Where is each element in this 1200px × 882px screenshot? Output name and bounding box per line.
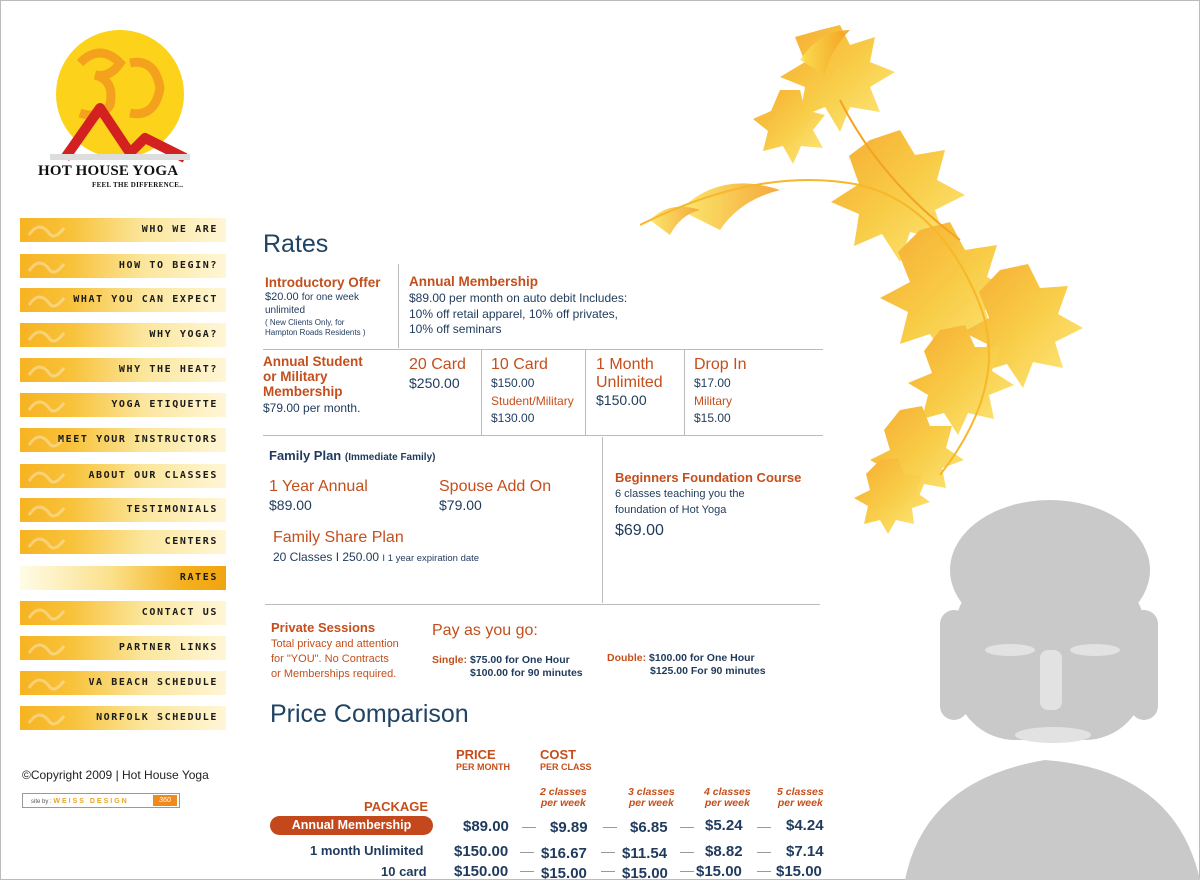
student-line3: Membership	[263, 384, 343, 399]
card20-title: 20 Card	[409, 356, 466, 373]
intro-title: Introductory Offer	[265, 275, 381, 290]
intro-note2: Hampton Roads Residents )	[265, 328, 366, 337]
col-header-5-l1: 5 classes	[777, 786, 824, 798]
family-title: Family Plan	[269, 448, 342, 463]
swirl-icon	[24, 603, 84, 623]
divider	[263, 349, 823, 350]
nav-why-yoga[interactable]: WHY YOGA?	[20, 323, 226, 347]
card20-price: $250.00	[409, 375, 460, 391]
private-title: Private Sessions	[271, 620, 376, 635]
divider	[602, 437, 603, 603]
nav-norfolk-schedule[interactable]: NORFOLK SCHEDULE	[20, 706, 226, 730]
row0-c2: $9.89	[550, 819, 588, 836]
intro-note1: ( New Clients Only, for	[265, 318, 345, 327]
swirl-icon	[24, 466, 84, 486]
spouse-title: Spouse Add On	[439, 478, 552, 495]
row1-price: $150.00	[454, 843, 509, 860]
dash	[522, 827, 536, 828]
swirl-icon	[24, 395, 84, 415]
dash	[757, 852, 771, 853]
single-block	[432, 654, 583, 680]
swirl-icon	[24, 325, 84, 345]
student-line2: or Military	[263, 369, 328, 384]
beginners-line1: 6 classes teaching you the	[615, 488, 745, 500]
row2-c4: $15.00	[696, 863, 742, 880]
nav-va-beach-schedule[interactable]: VA BEACH SCHEDULE	[20, 671, 226, 695]
swirl-icon	[24, 532, 84, 552]
row2-c2: $15.00	[541, 865, 587, 882]
annual-line2: 10% off retail apparel, 10% off privates,	[409, 307, 619, 321]
col-header-3-l2: per week	[628, 797, 674, 809]
dropin-sub: Military	[694, 394, 732, 408]
row1-name: 1 month Unlimited	[310, 843, 424, 858]
annual-title: Annual Membership	[409, 274, 539, 289]
private-line1: Total privacy and attention	[271, 638, 399, 650]
swirl-icon	[24, 360, 84, 380]
student-price: $79.00 per month.	[263, 401, 361, 415]
nav-about-our-classes[interactable]: ABOUT OUR CLASSES	[20, 464, 226, 488]
private-line3: or Memberships required.	[271, 668, 397, 680]
swirl-icon	[24, 256, 84, 276]
dash	[680, 852, 694, 853]
col-header-2	[540, 787, 587, 809]
row0-c5: $4.24	[786, 817, 824, 834]
nav-contact-us[interactable]: CONTACT US	[20, 601, 226, 625]
row1-c5: $7.14	[786, 843, 824, 860]
nav-what-you-can-expect[interactable]: WHAT YOU CAN EXPECT	[20, 288, 226, 312]
site-credit-mark: 360	[153, 795, 177, 806]
rates-title: Rates	[263, 230, 329, 258]
share-line: 20 Classes I 250.00	[273, 550, 380, 564]
nav-yoga-etiquette[interactable]: YOGA ETIQUETTE	[20, 393, 226, 417]
dropin-title: Drop In	[694, 356, 747, 373]
site-credit-prefix: site by :	[31, 799, 52, 805]
row2-c5: $15.00	[776, 863, 822, 880]
row0-c4: $5.24	[705, 817, 743, 834]
dash	[601, 852, 615, 853]
dash	[757, 871, 771, 872]
dash	[680, 827, 694, 828]
price-header: PRICE	[456, 747, 496, 762]
beginners-price: $69.00	[615, 522, 664, 539]
dropin-sub-price: $15.00	[694, 411, 731, 425]
col-header-4	[704, 787, 751, 809]
nav-partner-links[interactable]: PARTNER LINKS	[20, 636, 226, 660]
beginners-line2: foundation of Hot Yoga	[615, 504, 727, 516]
row2-name: 10 card	[381, 864, 427, 879]
col-header-5	[777, 787, 824, 809]
buddha-decoration	[885, 500, 1200, 880]
row1-c3: $11.54	[622, 845, 668, 862]
swirl-icon	[24, 708, 84, 728]
student-title	[263, 354, 363, 399]
copyright-text: ©Copyright 2009 | Hot House Yoga	[22, 768, 209, 782]
double-block	[607, 652, 766, 678]
share-note: I 1 year expiration date	[382, 553, 480, 564]
brand-name: HOT HOUSE YOGA	[38, 163, 179, 179]
price-subheader: PER MONTH	[456, 762, 510, 772]
private-desc	[271, 637, 399, 682]
row0-c3: $6.85	[630, 819, 668, 836]
cost-subheader: PER CLASS	[540, 762, 592, 772]
family-title-line	[269, 448, 435, 463]
site-credit-name: WEISS DESIGN	[53, 798, 129, 805]
dash	[680, 871, 694, 872]
intro-line2: unlimited	[265, 305, 306, 316]
family-title-suffix: (Immediate Family)	[344, 452, 436, 463]
col-header-4-l1: 4 classes	[704, 786, 751, 798]
family-year-title: 1 Year Annual	[269, 478, 368, 495]
card10-sub-price: $130.00	[491, 411, 535, 425]
beginners-title: Beginners Foundation Course	[615, 470, 802, 485]
intro-price-suffix: for one week	[301, 292, 359, 303]
swirl-icon	[24, 638, 84, 658]
card10-sub: Student/Military	[491, 394, 574, 408]
row0-price: $89.00	[463, 818, 509, 835]
month-title1: 1 Month	[596, 356, 654, 373]
row1-c4: $8.82	[705, 843, 743, 860]
row2-c3: $15.00	[622, 865, 668, 882]
payg-title: Pay as you go:	[432, 622, 538, 639]
swirl-icon	[24, 673, 84, 693]
swirl-icon	[24, 220, 84, 240]
nav-rates[interactable]: RATES	[20, 566, 226, 590]
package-label: PACKAGE	[364, 799, 429, 814]
double-label: Double:	[607, 652, 647, 664]
nav-centers[interactable]: CENTERS	[20, 530, 226, 554]
row-annual-membership-pill: Annual Membership	[270, 816, 433, 835]
swirl-icon	[24, 500, 84, 520]
share-line-wrap	[273, 550, 479, 564]
comparison-title: Price Comparison	[270, 700, 469, 728]
share-title: Family Share Plan	[273, 529, 404, 546]
site-credit-badge[interactable]	[22, 793, 180, 808]
single-label: Single:	[432, 654, 468, 666]
nav-testimonials[interactable]: TESTIMONIALS	[20, 498, 226, 522]
nav-how-to-begin[interactable]: HOW TO BEGIN?	[20, 254, 226, 278]
divider	[684, 350, 685, 435]
annual-line1: $89.00 per month on auto debit Includes:	[409, 291, 628, 305]
family-year-price: $89.00	[269, 497, 312, 513]
month-price: $150.00	[596, 392, 647, 408]
nav-why-the-heat[interactable]: WHY THE HEAT?	[20, 358, 226, 382]
dash	[520, 871, 534, 872]
row2-price: $150.00	[454, 863, 509, 880]
brand-tagline: FEEL THE DIFFERENCE..	[92, 181, 184, 189]
col-header-2-l2: per week	[540, 797, 586, 809]
divider	[585, 350, 586, 435]
annual-line3: 10% off seminars	[409, 322, 502, 336]
private-line2: for "YOU". No Contracts	[271, 653, 389, 665]
divider	[265, 604, 820, 605]
row1-c2: $16.67	[541, 845, 587, 862]
col-header-2-l1: 2 classes	[540, 786, 587, 798]
card10-price: $150.00	[491, 376, 535, 390]
intro-price: $20.00	[265, 291, 299, 303]
single-1: $75.00 for One Hour	[469, 654, 570, 666]
nav-who-we-are[interactable]: WHO WE ARE	[20, 218, 226, 242]
student-line1: Annual Student	[263, 354, 363, 369]
intro-price-line	[265, 291, 359, 303]
dash	[520, 852, 534, 853]
cost-header: COST	[540, 747, 577, 762]
col-header-3-l1: 3 classes	[628, 786, 675, 798]
double-1: $100.00 for One Hour	[649, 652, 755, 664]
month-title2: Unlimited	[596, 374, 663, 391]
col-header-5-l2: per week	[777, 797, 823, 809]
divider	[481, 350, 482, 435]
dash	[603, 827, 617, 828]
col-header-3	[628, 787, 675, 809]
card10-title: 10 Card	[491, 356, 548, 373]
month-title	[596, 356, 663, 392]
dropin-price: $17.00	[694, 376, 731, 390]
dash	[601, 871, 615, 872]
divider	[398, 264, 399, 348]
single-2: $100.00 for 90 minutes	[470, 667, 583, 679]
col-header-4-l2: per week	[704, 797, 750, 809]
nav-meet-your-instructors[interactable]: MEET YOUR INSTRUCTORS	[20, 428, 226, 452]
spouse-price: $79.00	[439, 497, 482, 513]
divider	[263, 435, 823, 436]
dash	[757, 827, 771, 828]
double-2: $125.00 For 90 minutes	[650, 665, 766, 677]
